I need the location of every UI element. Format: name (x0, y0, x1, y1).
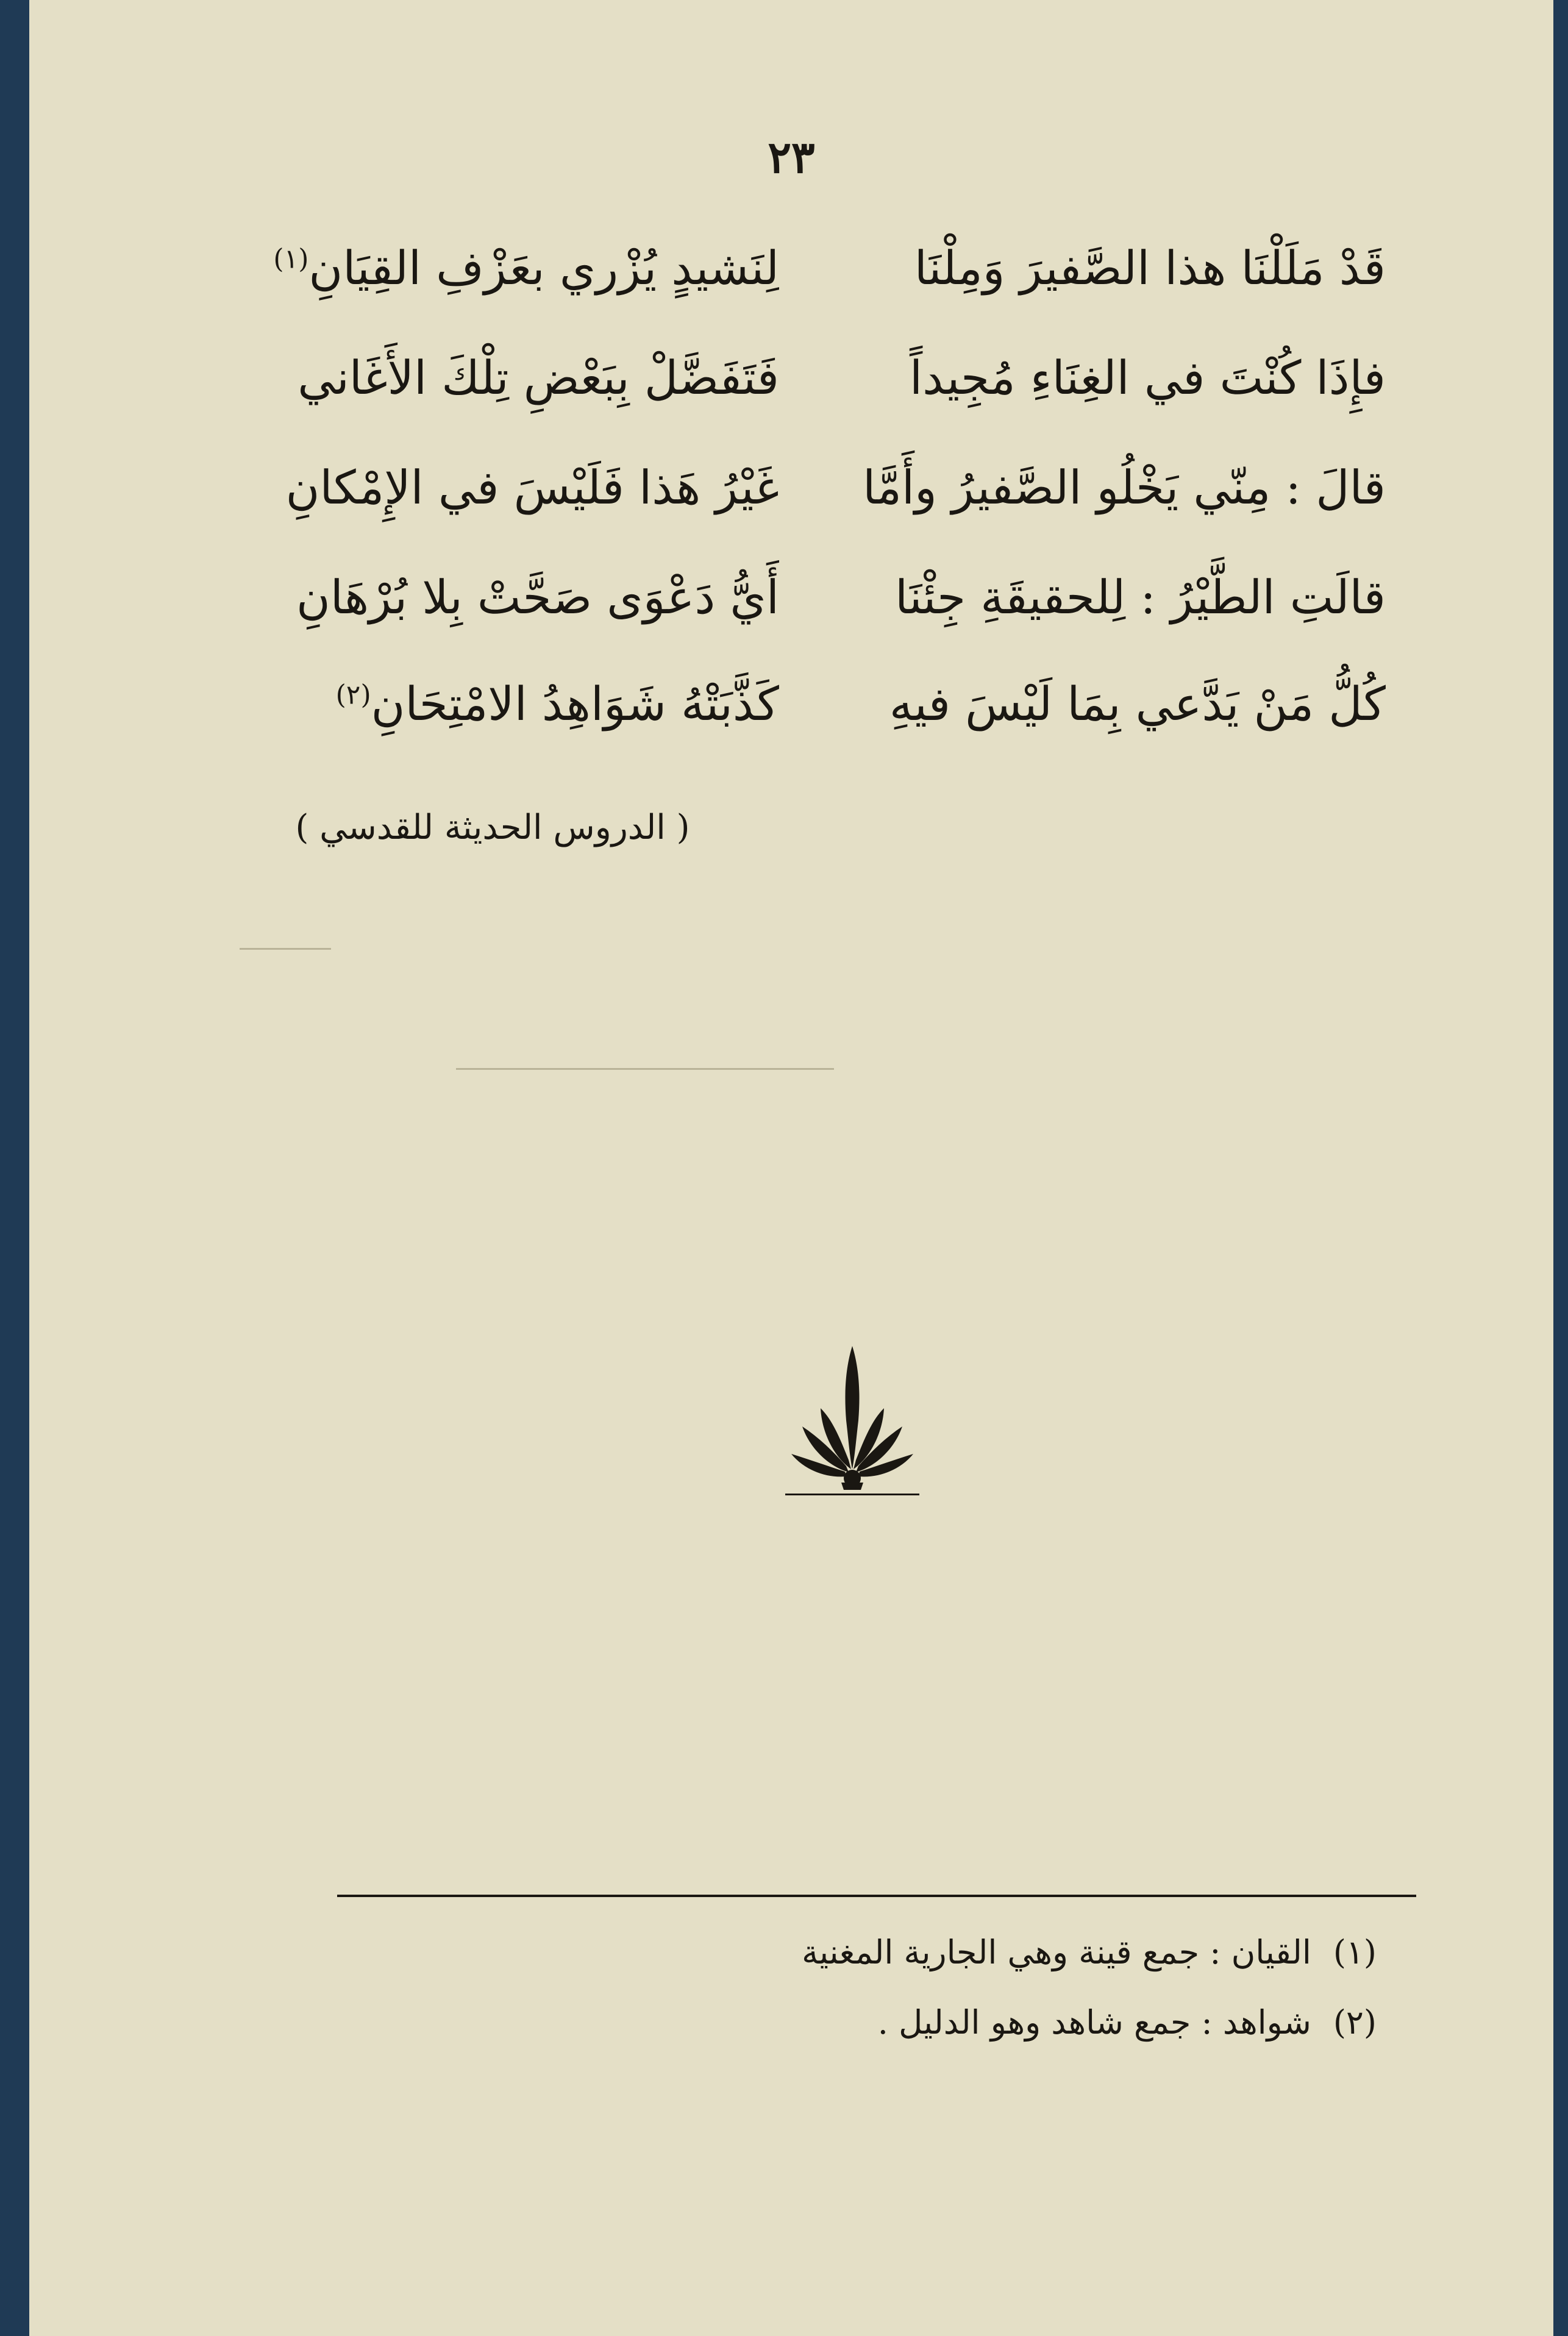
book-page (29, 0, 1553, 2336)
footnote-marker-1: (١) (273, 243, 309, 275)
footnote-2-number: (٢) (1333, 2003, 1377, 2042)
verse-1-first-hemistich: قَدْ مَلَلْنَا هذا الصَّفيرَ وَمِلْنَا (914, 241, 1386, 295)
verse-1-second-hemistich (206, 219, 779, 317)
footnote-2-text: شواهد : جمع شاهد وهو الدليل . (877, 2003, 1311, 2042)
verse-5-second-hemistich (206, 655, 779, 753)
verse-2-second-hemistich: فَتَفَضَّلْ بِبَعْضِ تِلْكَ الأَغَاني (298, 351, 779, 405)
verse-2-first-hemistich: فإِذَا كُنْتَ في الغِنَاءِ مُجِيداً (910, 351, 1386, 405)
verse-5 (29, 655, 1553, 753)
verse-3-second-hemistich: غَيْرُ هَذا فَلَيْسَ في الإِمْكانِ (285, 460, 779, 515)
verse-1 (29, 219, 1553, 317)
footnote-1 (523, 1917, 1377, 1987)
verse-4-second-hemistich: أَيُّ دَعْوَى صَحَّتْ بِلا بُرْهَانِ (296, 570, 779, 624)
footnote-1-number: (١) (1333, 1933, 1377, 1971)
footnote-1-text: القيان : جمع قينة وهي الجارية المغنية (802, 1933, 1311, 1971)
page-number: ٢٣ (768, 131, 815, 183)
verse-1-second-text: لِنَشيدٍ يُزْري بعَزْفِ القِيَانِ (308, 241, 779, 295)
verse-5-second-text: كَذَّبَتْهُ شَوَاهِدُ الامْتِحَانِ (371, 677, 779, 731)
verse-3-first-hemistich: قالَ : مِنّي يَخْلُو الصَّفيرُ وأَمَّا (863, 460, 1386, 515)
verse-2 (29, 329, 1553, 427)
footnotes (523, 1917, 1377, 2057)
footnote-2 (523, 1987, 1377, 2057)
footnote-separator (337, 1895, 1416, 1897)
acanthus-leaf-ornament-icon (785, 1341, 919, 1500)
verse-4 (29, 549, 1553, 646)
verse-3 (29, 439, 1553, 536)
poem (29, 219, 1553, 768)
faint-divider-long (456, 1068, 834, 1070)
footnote-marker-2: (٢) (335, 679, 371, 711)
verse-4-first-hemistich: قالَتِ الطَّيْرُ : لِلحقيقَةِ جِئْنَا (895, 570, 1386, 624)
verse-5-first-hemistich: كُلُّ مَنْ يَدَّعي بِمَا لَيْسَ فيهِ (889, 677, 1386, 731)
poem-source: ( الدروس الحديثة للقدسي ) (295, 808, 690, 847)
faint-divider-short (240, 948, 331, 950)
